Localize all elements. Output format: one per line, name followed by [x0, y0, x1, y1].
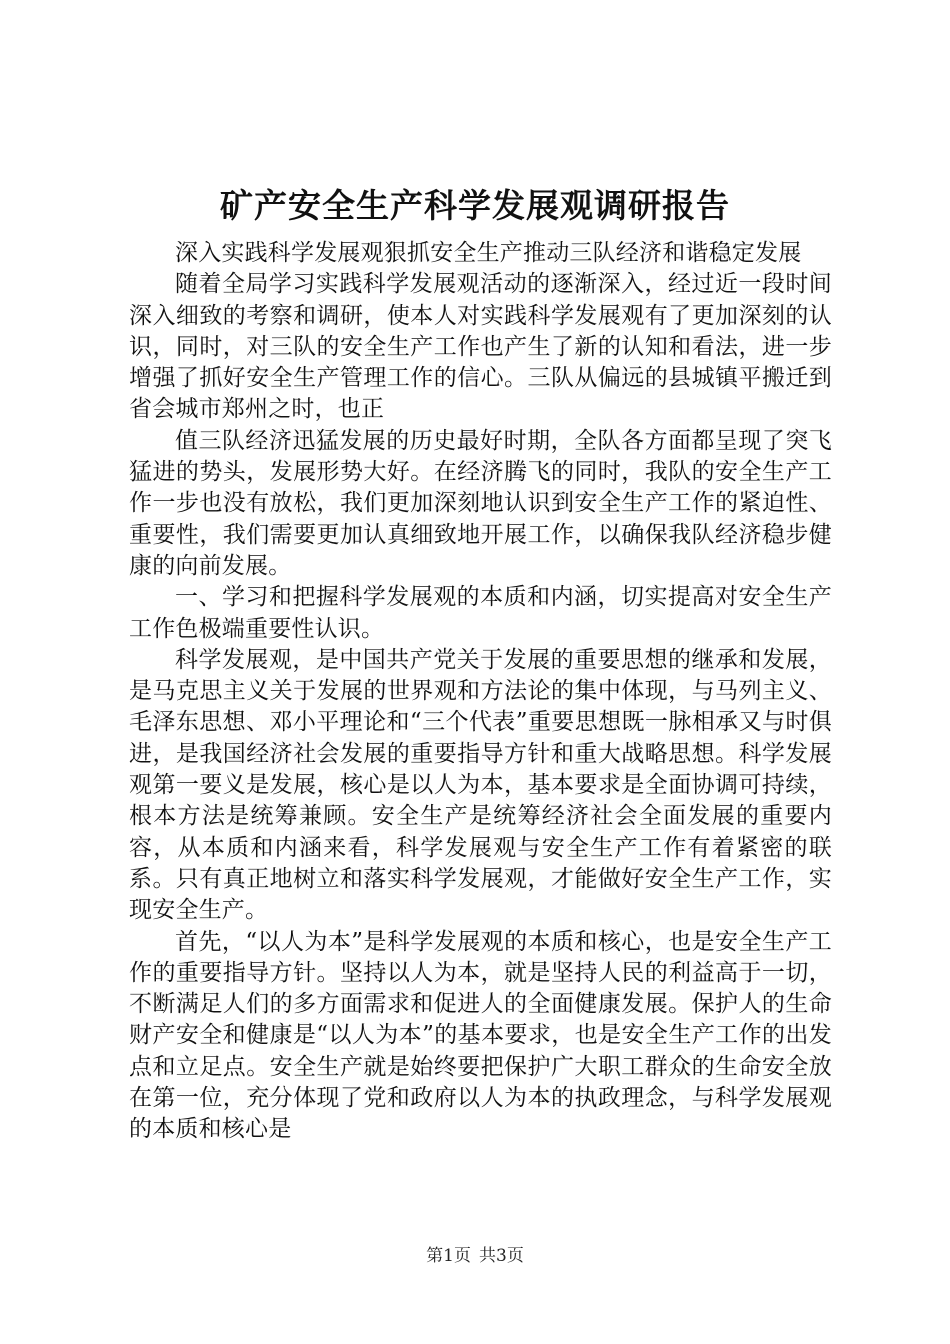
- paragraph-subtitle: 深入实践科学发展观狠抓安全生产推动三队经济和谐稳定发展: [175, 240, 802, 266]
- page-number: 第1页: [426, 1246, 471, 1266]
- document-body: [129, 238, 832, 1146]
- document-title: 矿产安全生产科学发展观调研报告: [220, 186, 730, 225]
- paragraph-intro: 随着全局学习实践科学发展观活动的逐渐深入，经过近一段时间深入细致的考察和调研，使本人对实践科学发展观有了更加深刻的认识，同时，对三队的安全生产工作也产生了新的认知和看法，进一步增强了抓好安全生产管理工作的信心。三队从偏远的县城镇平搬迁到省会城市郑州之时，也正: [129, 271, 832, 423]
- section-heading-one: 一、学习和把握科学发展观的本质和内涵，切实提高对安全生产工作色极端重要性认识。: [129, 584, 832, 642]
- page-total: 共3页: [479, 1246, 524, 1266]
- page-footer: [0, 1244, 950, 1268]
- paragraph-development: 值三队经济迅猛发展的历史最好时期，全队各方面都呈现了突飞猛进的势头，发展形势大好。在经济腾飞的同时，我队的安全生产工作一步也没有放松，我们更加深刻地认识到安全生产工作的紧迫性、重要性，我们需要更加认真细致地开展工作，以确保我队经济稳步健康的向前发展。: [129, 427, 832, 579]
- paragraph-scientific-outlook: 科学发展观，是中国共产党关于发展的重要思想的继承和发展，是马克思主义关于发展的世界观和方法论的集中体现，与马列主义、毛泽东思想、邓小平理论和“三个代表”重要思想既一脉相承又与时俱进，是我国经济社会发展的重要指导方针和重大战略思想。科学发展观第一要义是发展，核心是以人为本，基本要求是全面协调可持续，根本方法是统筹兼顾。安全生产是统筹经济社会全面发展的重要内容，从本质和内涵来看，科学发展观与安全生产工作有着紧密的联系。只有真正地树立和落实科学发展观，才能做好安全生产工作，实现安全生产。: [129, 646, 832, 924]
- paragraph-people-oriented: 首先，“以人为本”是科学发展观的本质和核心，也是安全生产工作的重要指导方针。坚持以人为本，就是坚持人民的利益高于一切，不断满足人们的多方面需求和促进人的全面健康发展。保护人的生命财产安全和健康是“以人为本”的基本要求，也是安全生产工作的出发点和立足点。安全生产就是始终要把保护广大职工群众的生命安全放在第一位，充分体现了党和政府以人为本的执政理念，与科学发展观的本质和核心是: [129, 928, 832, 1143]
